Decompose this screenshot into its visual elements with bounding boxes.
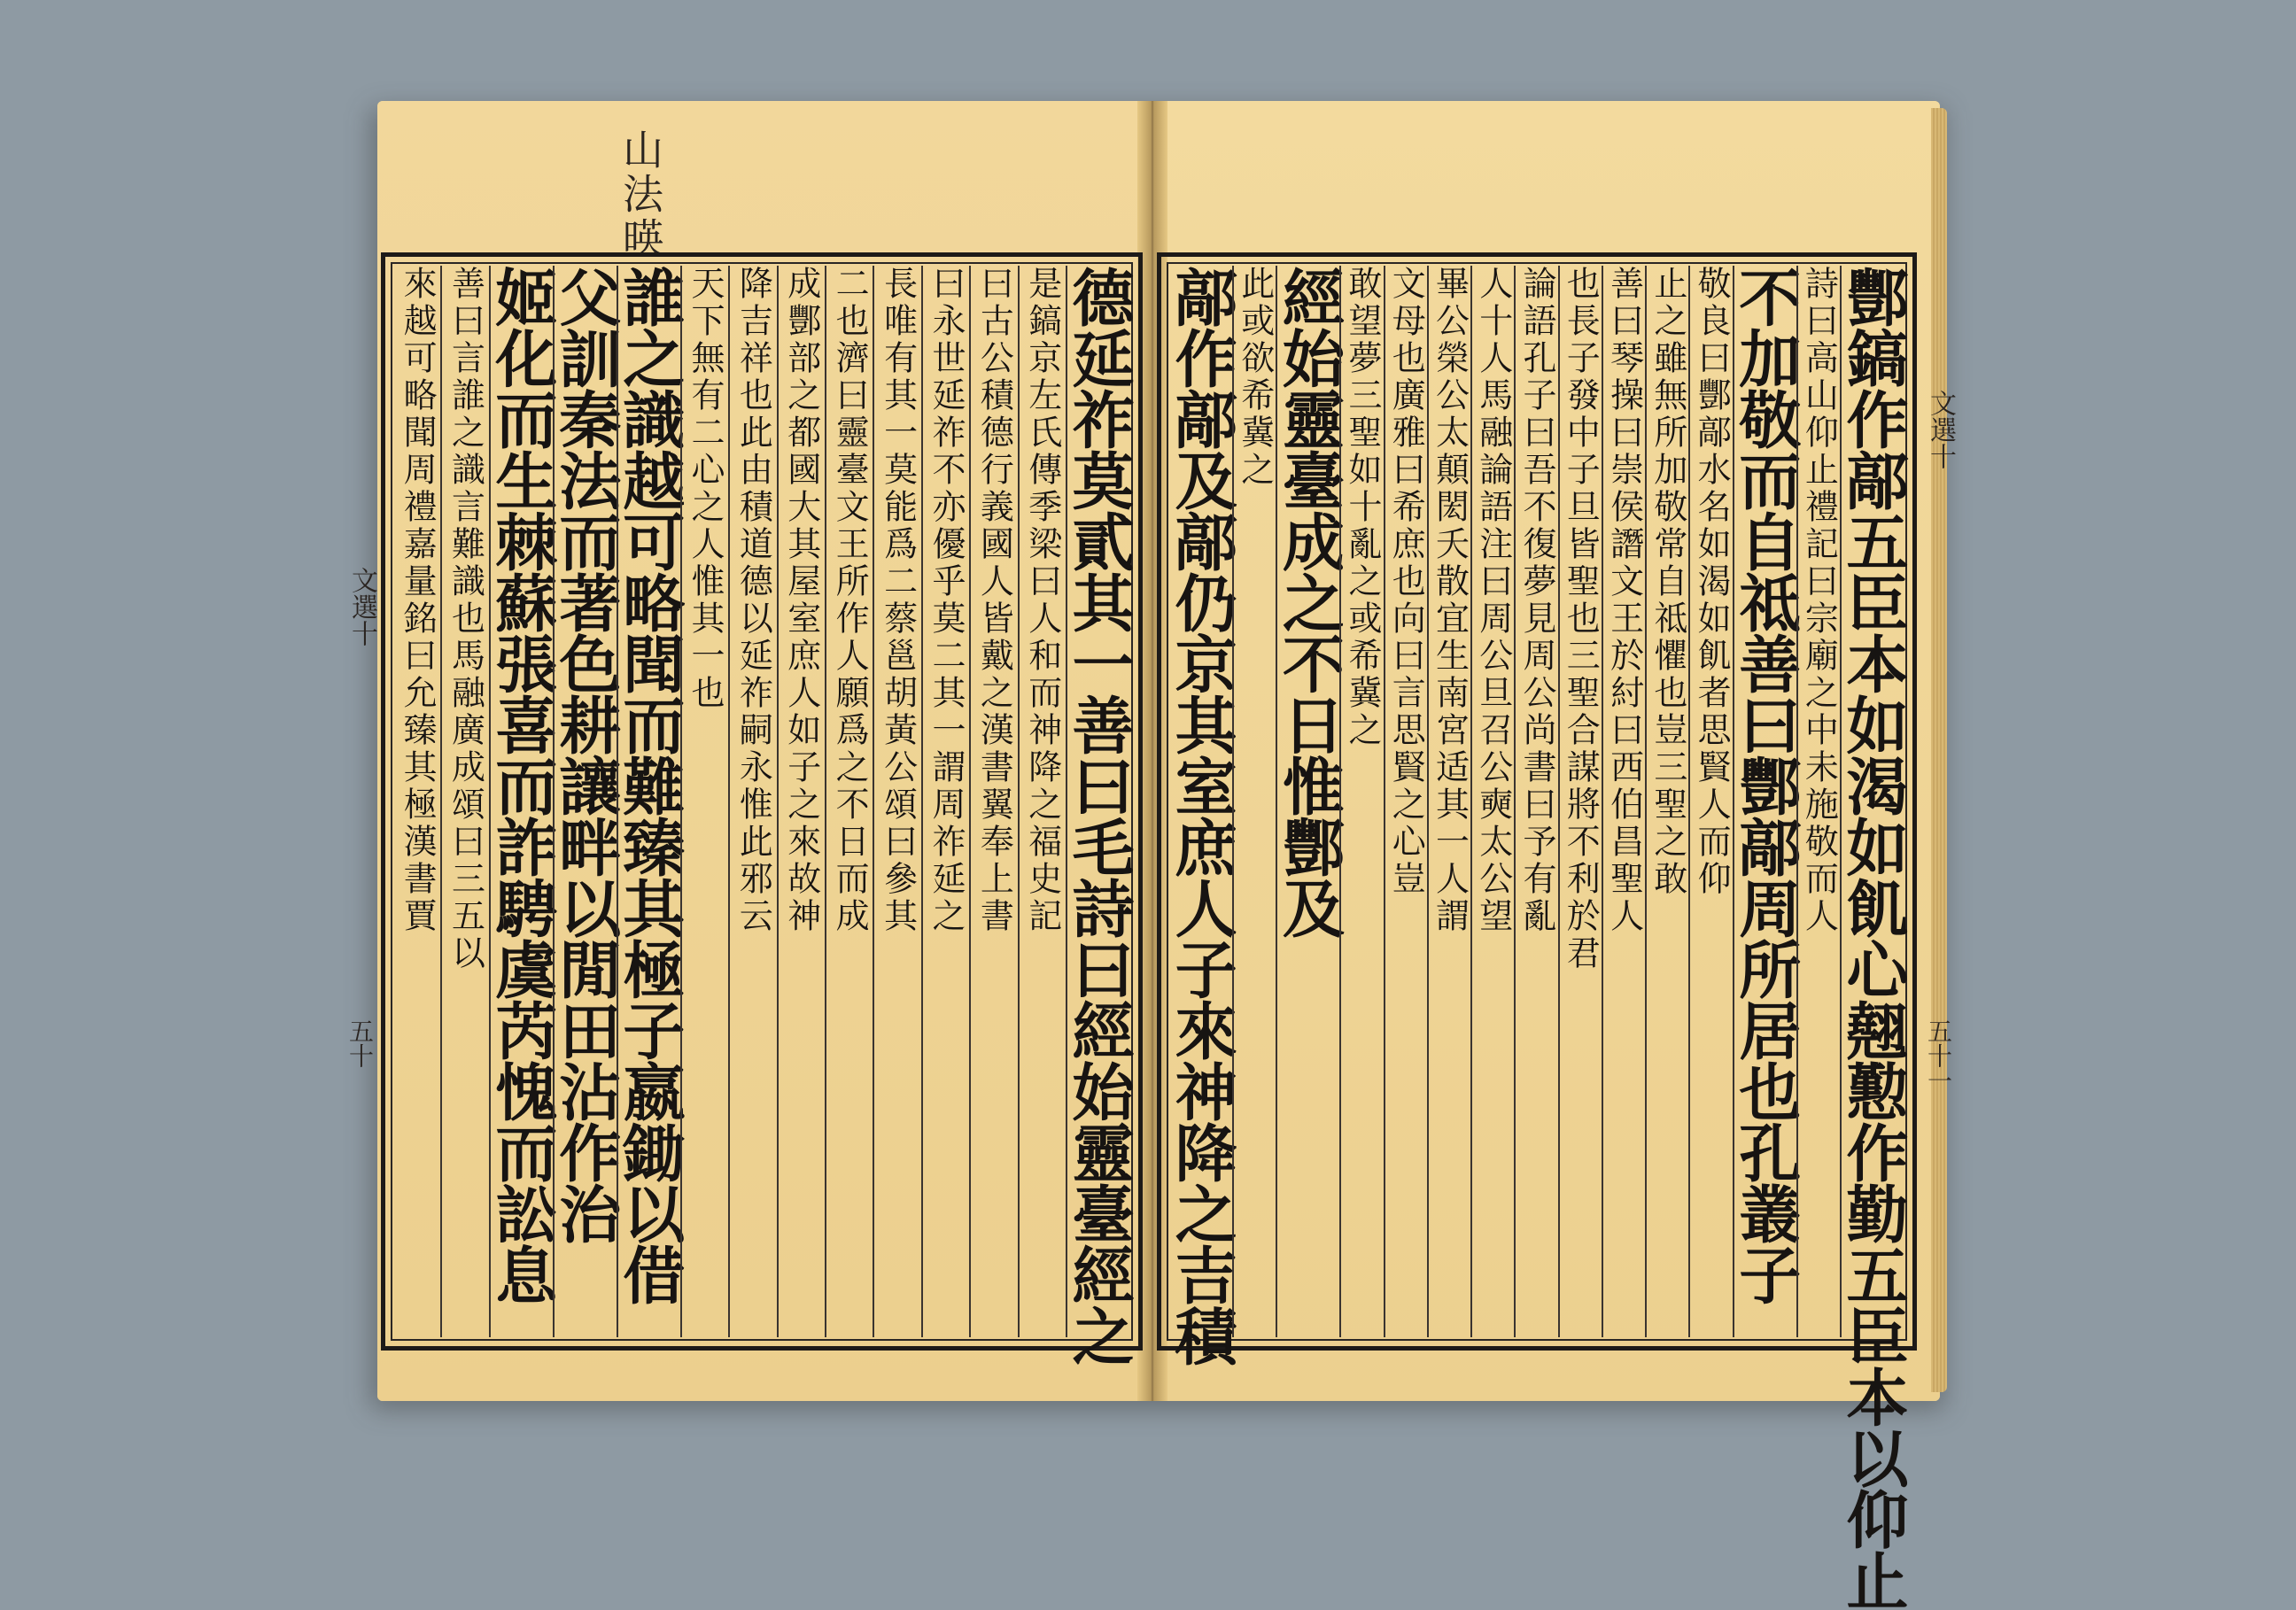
right-page-column — [1165, 266, 1239, 1366]
right-page-column — [1796, 266, 1840, 1337]
page-fore-edge — [1931, 108, 1947, 1392]
left-text-columns — [394, 266, 1136, 1366]
right-page-column — [1558, 266, 1602, 1337]
left-block-heart-title: 文選十 — [346, 567, 377, 646]
right-page-column — [1645, 266, 1688, 1337]
left-page-column — [485, 266, 559, 1337]
column-text: 曰永世延祚不亦優乎莫二其一謂周祚延之 — [926, 266, 966, 935]
handwritten-margin-note: 山法暎 — [617, 128, 664, 261]
left-page-column — [440, 266, 488, 1337]
column-text: 長唯有其一莫能爲二蔡邕胡黃公頌曰參其 — [878, 266, 918, 935]
column-text: 曰古公積德行義國人皆戴之漢書翼奉上書 — [974, 266, 1014, 935]
column-text: 父訓秦法而著色耕讓畔以閒田沾作治 — [548, 266, 623, 1243]
column-text: 誰之識越可略聞而難臻其極子嬴鋤以借 — [612, 266, 686, 1304]
column-text: 鄗作鄗及鄗仍京其室庶人子來神降之吉積 — [1165, 266, 1239, 1366]
column-text: 也長子發中子旦皆聖也三聖合謀將不利於君 — [1561, 266, 1601, 972]
column-text: 是鎬京左氏傳季梁曰人和而神降之福史記 — [1022, 266, 1062, 935]
column-text: 天下無有二心之人惟其一也 — [685, 266, 725, 712]
column-text: 善曰言誰之識言難識也馬融廣成頌曰三五以 — [446, 266, 485, 972]
column-text: 善曰琴操曰崇侯譖文王於紂曰西伯昌聖人 — [1604, 266, 1644, 935]
right-page-column — [1514, 266, 1557, 1337]
right-page-column — [1339, 266, 1383, 1337]
right-page-column — [1728, 266, 1803, 1337]
left-page-column — [548, 266, 623, 1337]
right-page-column — [1272, 266, 1346, 1337]
right-page-column — [1688, 266, 1732, 1337]
column-text: 不加敬而自祗善曰酆鄗周所居也孔叢子 — [1728, 266, 1803, 1304]
left-page-column — [394, 266, 440, 1337]
left-page-column — [825, 266, 873, 1337]
left-block-heart-folio: 五十 — [345, 1018, 375, 1068]
right-block-heart-title: 文選十 — [1925, 390, 1956, 469]
right-page-column — [1384, 266, 1427, 1337]
column-text: 來越可略聞周禮嘉量銘曰允臻其極漢書賈 — [398, 266, 438, 935]
right-text-frame — [1157, 252, 1917, 1610]
left-page-column — [1018, 266, 1066, 1337]
column-text: 詩曰高山仰止禮記曰宗廟之中未施敬而人 — [1799, 266, 1839, 935]
left-page-column — [777, 266, 825, 1337]
column-text: 敬良曰酆鄗水名如渴如飢者思賢人而仰 — [1692, 266, 1732, 898]
left-text-frame — [381, 252, 1143, 1366]
left-page-column — [728, 266, 776, 1337]
column-text: 畢公榮公太顛閎夭散宜生南宮适其一人謂 — [1430, 266, 1470, 935]
left-page-column — [969, 266, 1017, 1337]
right-page-column — [1232, 266, 1276, 1337]
column-text: 止之雖無所加敬常自祗懼也豈三聖之敢 — [1648, 266, 1687, 898]
left-page-column — [1062, 266, 1136, 1366]
right-page-column — [1602, 266, 1645, 1337]
right-block-heart-folio: 五十一 — [1924, 1018, 1953, 1093]
column-text: 成酆部之都國大其屋室庶人如子之來故神 — [781, 266, 821, 935]
column-text: 論語孔子曰吾不復夢見周公尚書曰予有亂 — [1517, 266, 1557, 935]
right-page-column — [1836, 266, 1910, 1610]
right-page-column — [1427, 266, 1470, 1337]
column-text: 姬化而生棘蘇張喜而詐騁虞芮愧而訟息 — [485, 266, 559, 1304]
right-page-column — [1470, 266, 1514, 1337]
left-page-column — [921, 266, 969, 1337]
column-text: 此或欲希冀之 — [1235, 266, 1275, 489]
column-text: 酆鎬作鄗五臣本如渴如飢心翹懃作勤五臣本以仰止 — [1836, 266, 1910, 1610]
column-text: 二也濟曰靈臺文王所作人願爲之不日而成 — [830, 266, 870, 935]
left-page-column — [612, 266, 686, 1337]
column-text: 人十人馬融論語注曰周公旦召公奭太公望 — [1473, 266, 1513, 935]
left-page-column — [680, 266, 728, 1337]
column-text: 敢望夢三聖如十亂之或希冀之 — [1342, 266, 1382, 749]
column-text: 文母也廣雅曰希庶也向曰言思賢之心豈 — [1386, 266, 1426, 898]
column-text: 降吉祥也此由積道德以延祚嗣永惟此邪云 — [733, 266, 773, 935]
right-text-columns — [1165, 266, 1910, 1610]
column-text: 德延祚莫貳其一善曰毛詩曰經始靈臺經之 — [1062, 266, 1136, 1366]
column-text: 經始靈臺成之不日惟酆及 — [1272, 266, 1346, 938]
left-page-column — [873, 266, 920, 1337]
